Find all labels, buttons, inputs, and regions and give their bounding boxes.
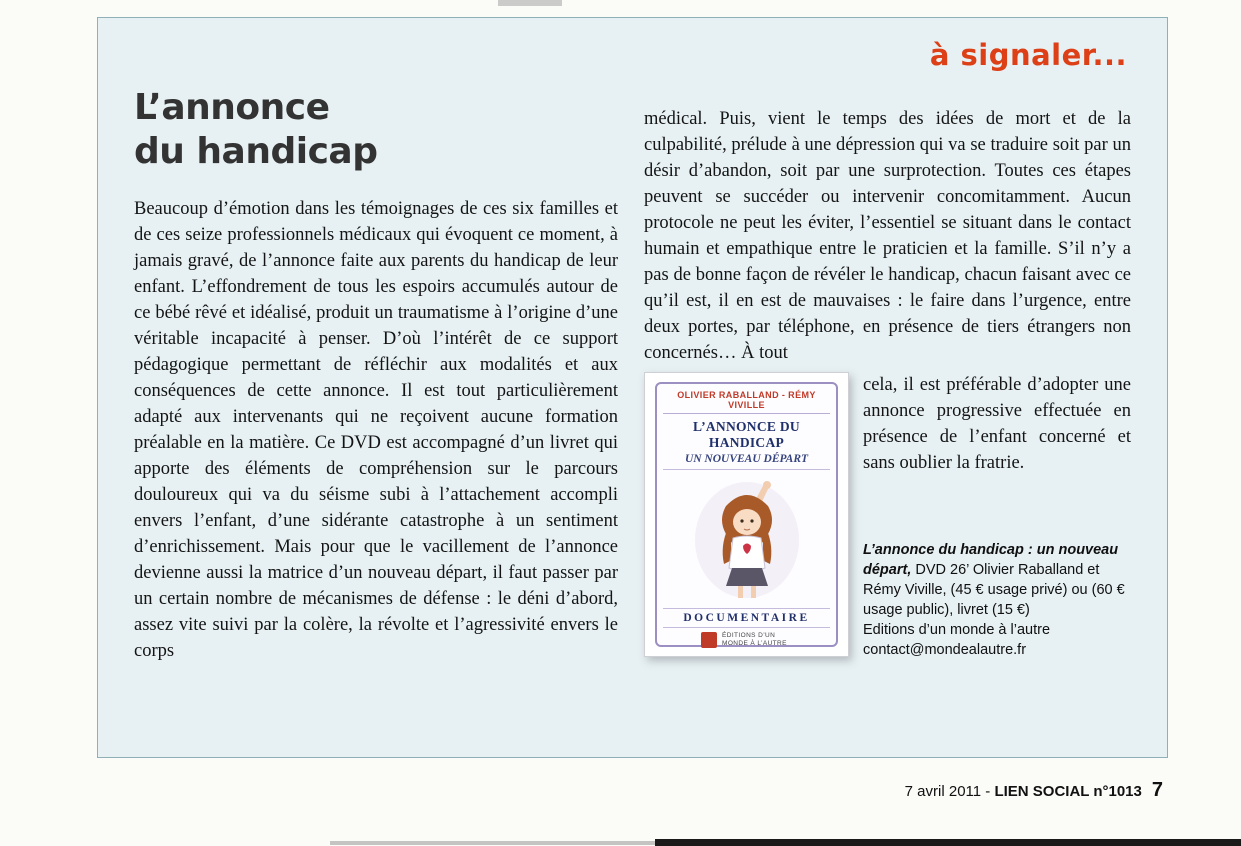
- article-title-line2: du handicap: [134, 131, 378, 172]
- caption-title: L’annonce du handicap : un nouveau départ,: [863, 542, 1119, 578]
- article-body-right: médical. Puis, vient le temps des idées de mort et de la culpabilité, prélude à une dépression qui va se traduire soit par un désir d’abandon, soit par une surprotection. Toutes ces étapes peuvent se succéder ou intervenir concomitamment. Aucun protocole ne peut les éviter, l’essentiel se situant dans le contact humain et empathique entre le praticien et la famille. S’il n’y a pas de bonne façon de révéler le handicap, chacun faisant avec ce qu’il est, il en est de mauvaises : le faire dans l’urgence, entre deux portes, par téléphone, en présence de tiers étrangers non concernés… À tout: [644, 109, 1131, 363]
- left-column: [134, 80, 618, 664]
- scan-artifact-top: [498, 0, 562, 6]
- right-column: [644, 80, 1131, 664]
- wrap-column: [863, 372, 1131, 660]
- caption-publisher: Editions d’un monde à l’autre: [863, 622, 1051, 638]
- footer-journal: LIEN SOCIAL n°1013: [994, 783, 1142, 800]
- article-body-wrap: cela, il est préférable d’adopter une annonce progressive effectuée en présence de l’enfant concerné et sans oublier la fratrie.: [863, 375, 1131, 473]
- dvd-publisher: ÉDITIONS D’UN MONDE À L’AUTRE: [722, 632, 787, 647]
- article-title: [134, 86, 618, 174]
- dvd-cover: [644, 372, 849, 657]
- girl-illustration-icon: [688, 476, 806, 604]
- scan-artifact-bottom-light: [330, 841, 655, 845]
- footer-date: 7 avril 2011 -: [904, 783, 995, 800]
- dvd-authors: OLIVIER RABALLAND - RÉMY VIVILLE: [663, 390, 830, 414]
- scan-artifact-bottom-dark: [655, 839, 1241, 846]
- caption-contact: contact@mondealautre.fr: [863, 642, 1027, 658]
- dvd-publisher-row: [701, 632, 792, 648]
- dvd-subtitle: UN NOUVEAU DÉPART: [663, 453, 830, 470]
- caption-details: DVD 26’ Olivier Raballand et Rémy Viville, (45 € usage privé) ou (60 € usage public), livret (15 €): [863, 562, 1125, 618]
- dvd-genre: DOCUMENTAIRE: [663, 608, 830, 628]
- media-row: [644, 372, 1131, 660]
- dvd-cover-illustration: [688, 476, 806, 604]
- section-label: à signaler...: [929, 38, 1127, 72]
- page-footer: [905, 779, 1163, 802]
- article-panel: [97, 17, 1168, 758]
- dvd-title: L’ANNONCE DU HANDICAP: [693, 419, 800, 450]
- dvd-cover-frame: [655, 382, 838, 647]
- footer-issue: [905, 783, 1142, 800]
- publisher-logo-icon: [701, 632, 717, 648]
- article-title-line1: L’annonce: [134, 87, 330, 128]
- article-columns: [134, 80, 1131, 664]
- page-number: 7: [1151, 779, 1163, 801]
- article-body-left: Beaucoup d’émotion dans les témoignages de ces six familles et de ces seize professionnels médicaux qui évoquent ce moment, à jamais gravé, de l’annonce faite aux parents du handicap de leur enfant. L’effondrement de tous les espoirs accumulés autour de ce bébé rêvé et idéalisé, produit un traumatisme à l’origine d’une véritable incapacité à penser. D’où l’intérêt de ce support pédagogique permettant de réfléchir aux modalités et aux conséquences de cette annonce. Il est tout particulièrement adapté aux intervenants qui ne reçoivent aucune formation préalable en la matière. Ce DVD est accompagné d’un livret qui apporte des éléments de compréhension sur le parcours douloureux qui va du séisme subi à l’attachement accompli envers l’enfant, d’une sidérante catastrophe à un sentiment d’enrichissement. Mais pour que le vacillement de l’annonce devienne aussi la matrice d’un nouveau départ, il faut passer par un certain nombre de mécanismes de défense : le déni d’abord, assez vite suivi par la colère, la révolte et l’agressivité envers le corps: [134, 199, 618, 661]
- dvd-caption: [863, 540, 1131, 660]
